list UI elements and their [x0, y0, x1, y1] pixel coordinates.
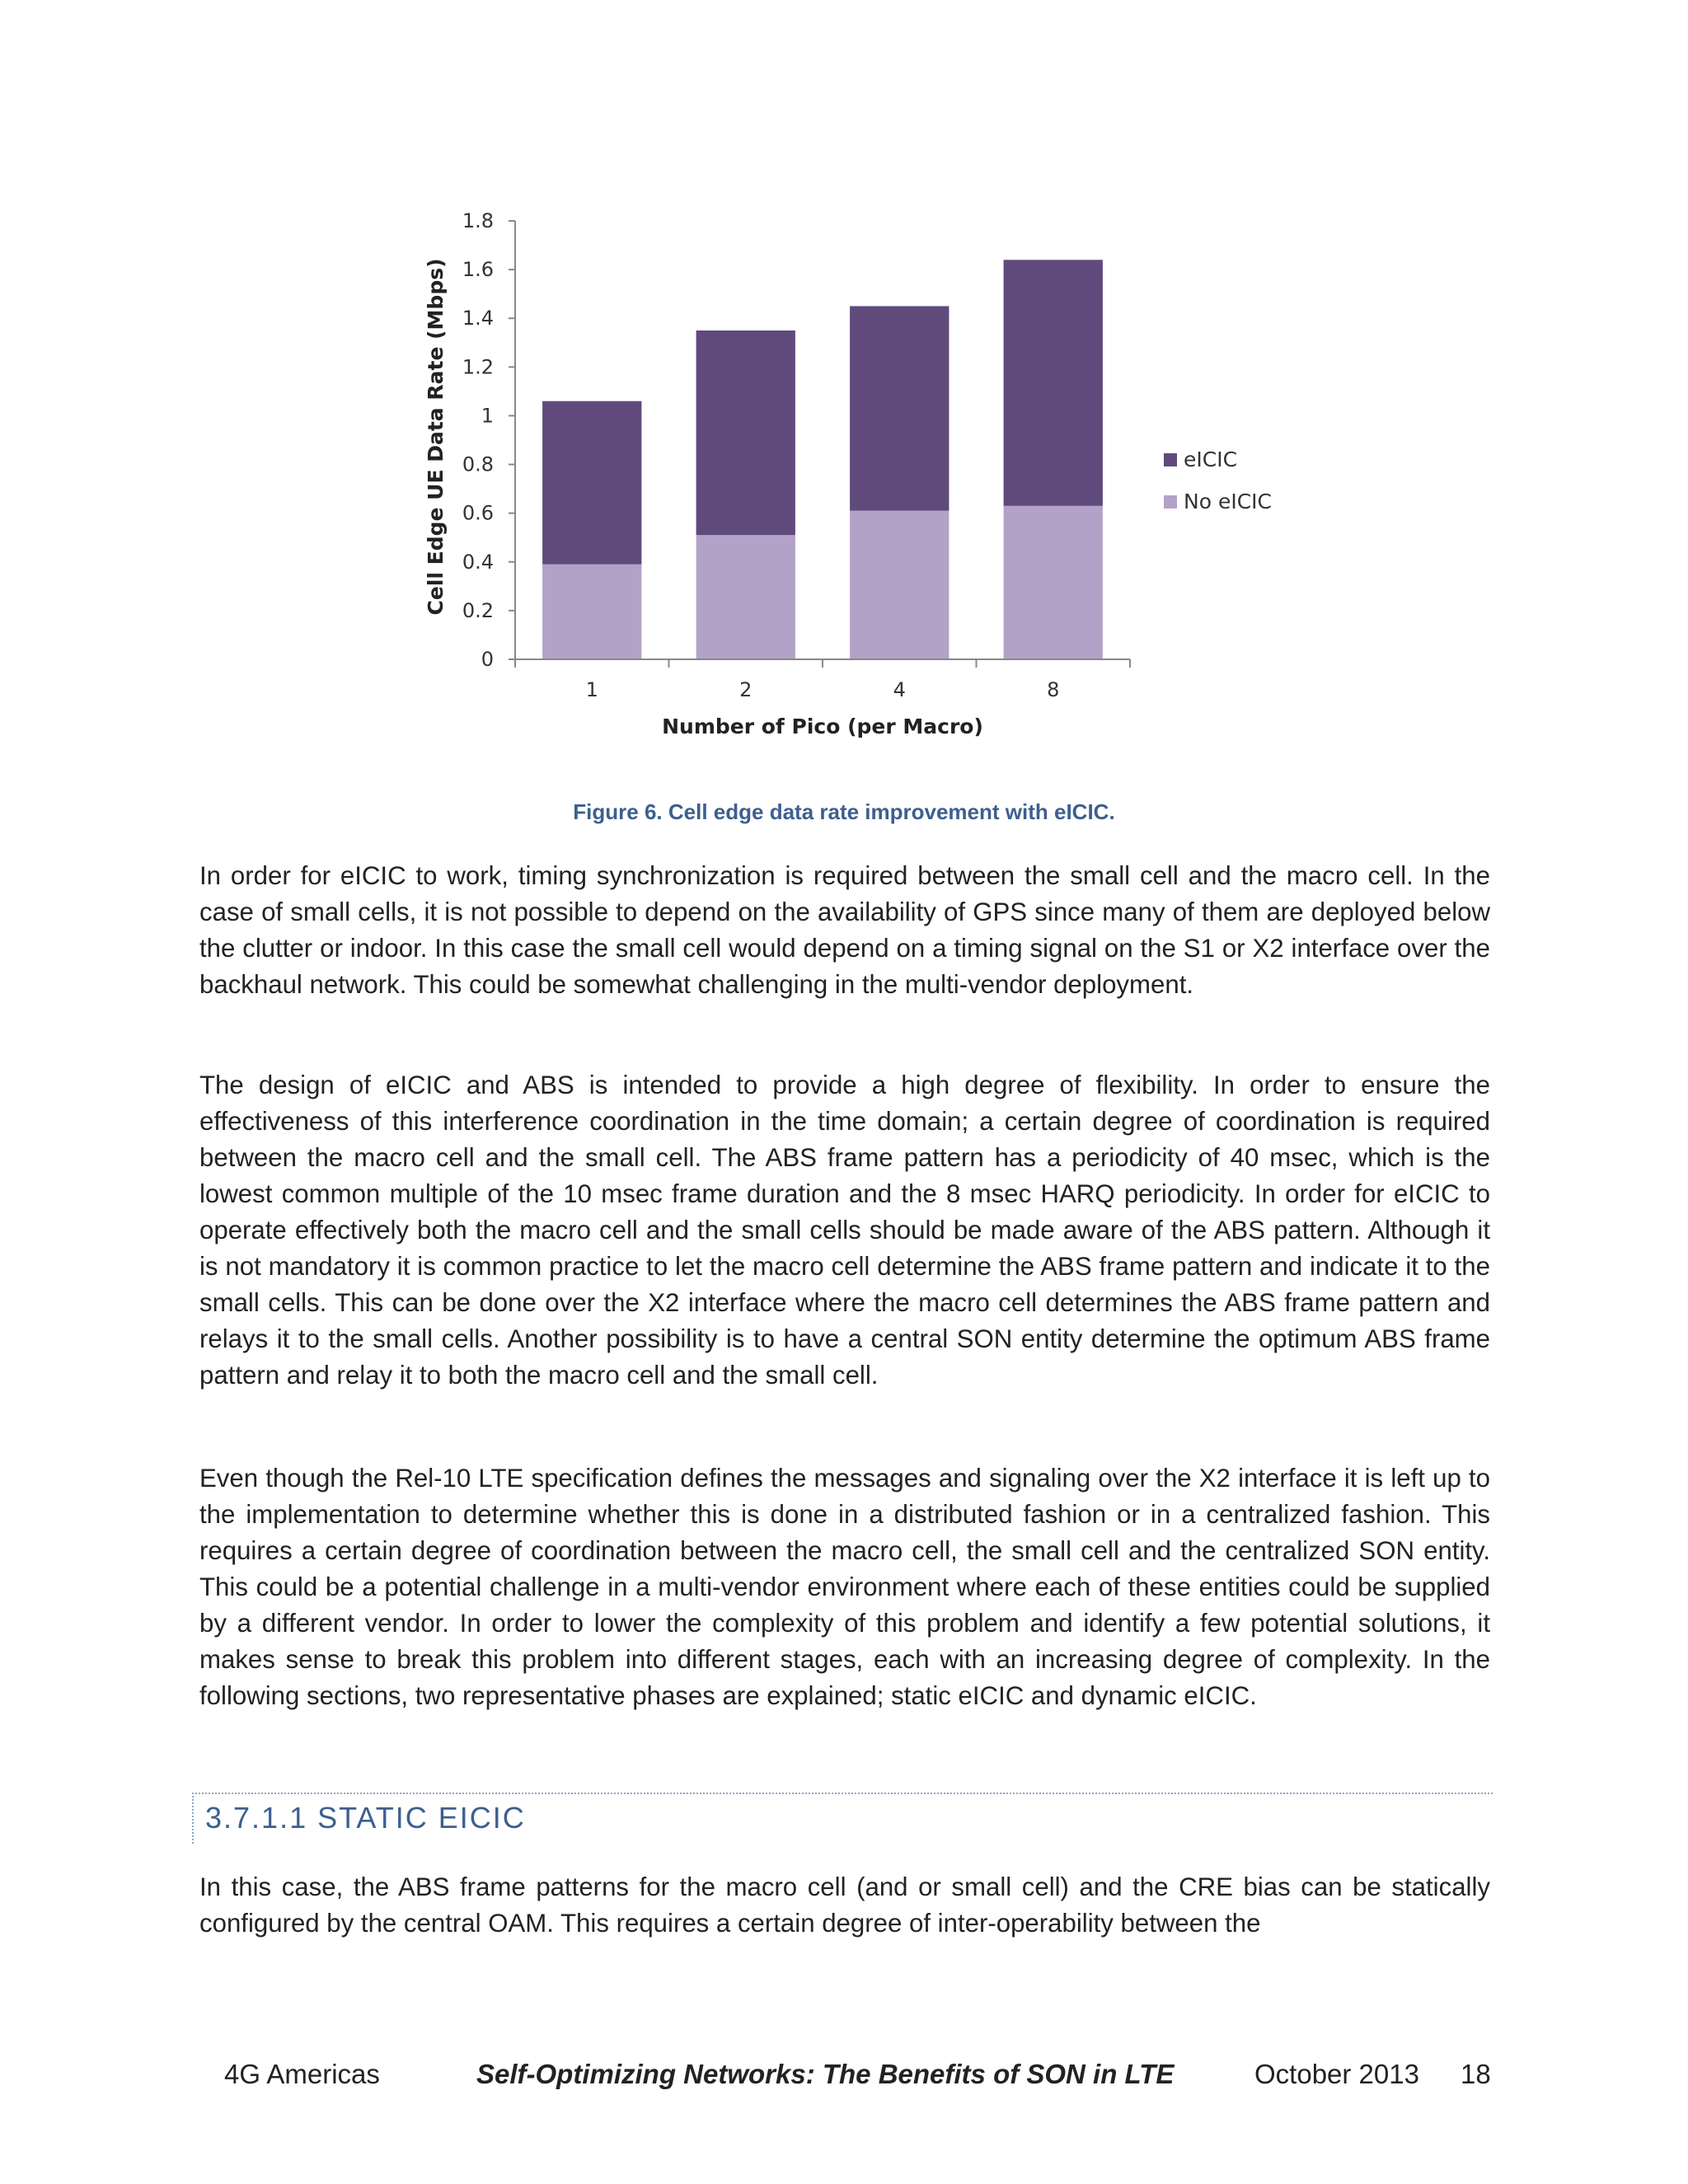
bar-eicic-1	[542, 401, 641, 565]
legend-swatch-eicic	[1164, 453, 1177, 466]
x-tick-label: 4	[893, 678, 906, 701]
y-tick-label: 0.2	[462, 598, 494, 622]
y-tick-label: 1.8	[462, 209, 494, 232]
y-axis-title: Cell Edge UE Data Rate (Mbps)	[424, 258, 448, 616]
legend-label-no-eicic: No eICIC	[1184, 490, 1272, 513]
chart-legend	[1164, 448, 1272, 513]
x-tick-label: 8	[1047, 678, 1060, 701]
x-axis	[515, 659, 1130, 701]
footer-page-number: 18	[1461, 2059, 1491, 2089]
y-tick-label: 1.6	[462, 258, 494, 282]
bar-eicic-8	[1004, 260, 1103, 506]
bar-eicic-4	[850, 306, 949, 510]
figure-caption: Figure 6. Cell edge data rate improvement with eICIC.	[573, 799, 1115, 824]
legend-label-eicic: eICIC	[1184, 448, 1238, 471]
paragraph-4: In this case, the ABS frame patterns for the macro cell (and or small cell) and the CRE bias can be statically configured by the central OAM. This requires a certain degree of inter-operability between the	[199, 1872, 1490, 1938]
y-tick-label: 0.4	[462, 550, 494, 574]
paragraph-1: In order for eICIC to work, timing synchronization is required between the small cell and the macro cell. In the case of small cells, it is not possible to depend on the availability of GPS since many of them are deployed below the clutter or indoor. In this case the small cell would depend on a timing signal on the S1 or X2 interface over the backhaul network. This could be somewhat challenging in the multi-vendor deployment.	[199, 861, 1490, 999]
x-tick-label: 2	[739, 678, 753, 701]
stacked-bar-chart	[412, 206, 1319, 758]
y-axis	[462, 209, 515, 671]
paragraph-3: Even though the Rel-10 LTE specification defines the messages and signaling over the X2 interface it is left up to the implementation to determine whether this is done in a distributed fashion or in a centralized fashion. This requires a certain degree of coordination between the macro cell, the small cell and the centralized SON entity. This could be a potential challenge in a multi-vendor environment where each of these entities could be supplied by a different vendor. In order to lower the complexity of this problem and identify a few potential solutions, it makes sense to break this problem into different stages, each with an increasing degree of complexity. In the following sections, two representative phases are explained; static eICIC and dynamic eICIC.	[199, 1464, 1490, 1710]
y-tick-label: 0	[481, 648, 494, 671]
x-tick-label: 1	[585, 678, 598, 701]
bars	[542, 260, 1103, 659]
bar-no-eicic-4	[850, 511, 949, 659]
y-tick-label: 1.4	[462, 307, 494, 330]
legend-swatch-no-eicic	[1164, 495, 1177, 509]
y-tick-label: 1	[481, 404, 494, 428]
footer-org: 4G Americas	[224, 2059, 380, 2089]
y-tick-label: 1.2	[462, 355, 494, 379]
bar-eicic-2	[696, 330, 795, 535]
bar-no-eicic-8	[1004, 506, 1103, 659]
y-tick-label: 0.8	[462, 452, 494, 476]
section-heading-box	[192, 1793, 1493, 1844]
y-tick-label: 0.6	[462, 501, 494, 525]
footer-date: October 2013	[1254, 2059, 1419, 2089]
section-heading: 3.7.1.1 STATIC EICIC	[205, 1801, 526, 1835]
bar-no-eicic-1	[542, 565, 641, 659]
paragraph-2: The design of eICIC and ABS is intended to provide a high degree of flexibility. In order to ensure the effectiveness of this interference coordination in the time domain; a certain degree of coordination is required between the macro cell and the small cell. The ABS frame pattern has a periodicity of 40 msec, which is the lowest common multiple of the 10 msec frame duration and the 8 msec HARQ periodicity. In order for eICIC to operate effectively both the macro cell and the small cells should be made aware of the ABS pattern. Although it is not mandatory it is common practice to let the macro cell determine the ABS frame pattern and indicate it to the small cells. This can be done over the X2 interface where the macro cell determines the ABS frame pattern and relays it to the small cells. Another possibility is to have a central SON entity determine the optimum ABS frame pattern and relay it to both the macro cell and the small cell.	[199, 1071, 1490, 1390]
footer-title: Self-Optimizing Networks: The Benefits of SON in LTE	[476, 2059, 1175, 2089]
x-axis-title: Number of Pico (per Macro)	[662, 715, 983, 738]
bar-no-eicic-2	[696, 535, 795, 659]
